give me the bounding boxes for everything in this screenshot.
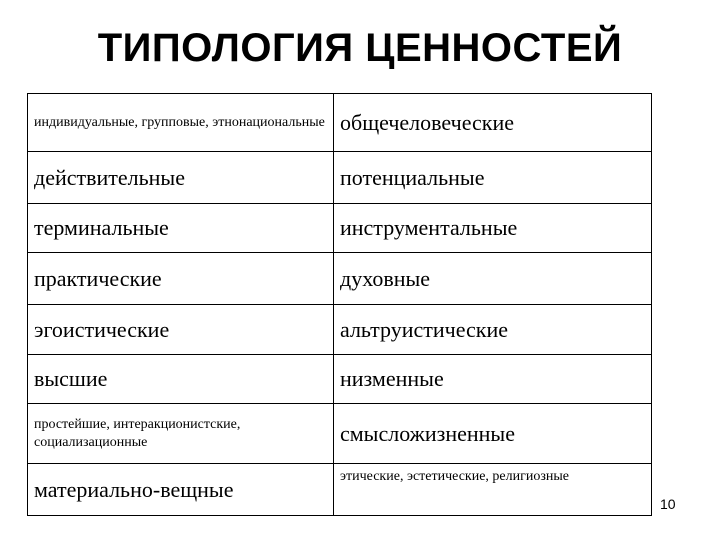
- table-row: [28, 204, 652, 253]
- table-cell-left: действительные: [28, 152, 334, 204]
- table-cell-right: инструментальные: [334, 204, 652, 253]
- table-cell-left: эгоистические: [28, 305, 334, 355]
- table-cell-left: высшие: [28, 355, 334, 404]
- table-row: [28, 404, 652, 464]
- table-cell-right: этические, эстетические, религиозные: [334, 464, 652, 516]
- table-cell-right: общечеловеческие: [334, 94, 652, 152]
- table-row: [28, 355, 652, 404]
- table-cell-left: материально-вещные: [28, 464, 334, 516]
- table-cell-right: смысложизненные: [334, 404, 652, 464]
- table-cell-right: потенциальные: [334, 152, 652, 204]
- page-number: 10: [660, 496, 676, 512]
- table-cell-right: альтруистические: [334, 305, 652, 355]
- slide-title: ТИПОЛОГИЯ ЦЕННОСТЕЙ: [97, 26, 623, 70]
- table-cell-right: низменные: [334, 355, 652, 404]
- table-cell-left: простейшие, интеракционистские, социализационные: [28, 404, 334, 464]
- table-row: [28, 152, 652, 204]
- table-cell-left: терминальные: [28, 204, 334, 253]
- table-cell-right: духовные: [334, 253, 652, 305]
- table-row: [28, 94, 652, 152]
- table-cell-left: индивидуальные, групповые, этнонациональные: [28, 94, 334, 152]
- typology-table: [27, 93, 652, 516]
- table-row: [28, 305, 652, 355]
- table-row: [28, 464, 652, 516]
- table-row: [28, 253, 652, 305]
- table-cell-left: практические: [28, 253, 334, 305]
